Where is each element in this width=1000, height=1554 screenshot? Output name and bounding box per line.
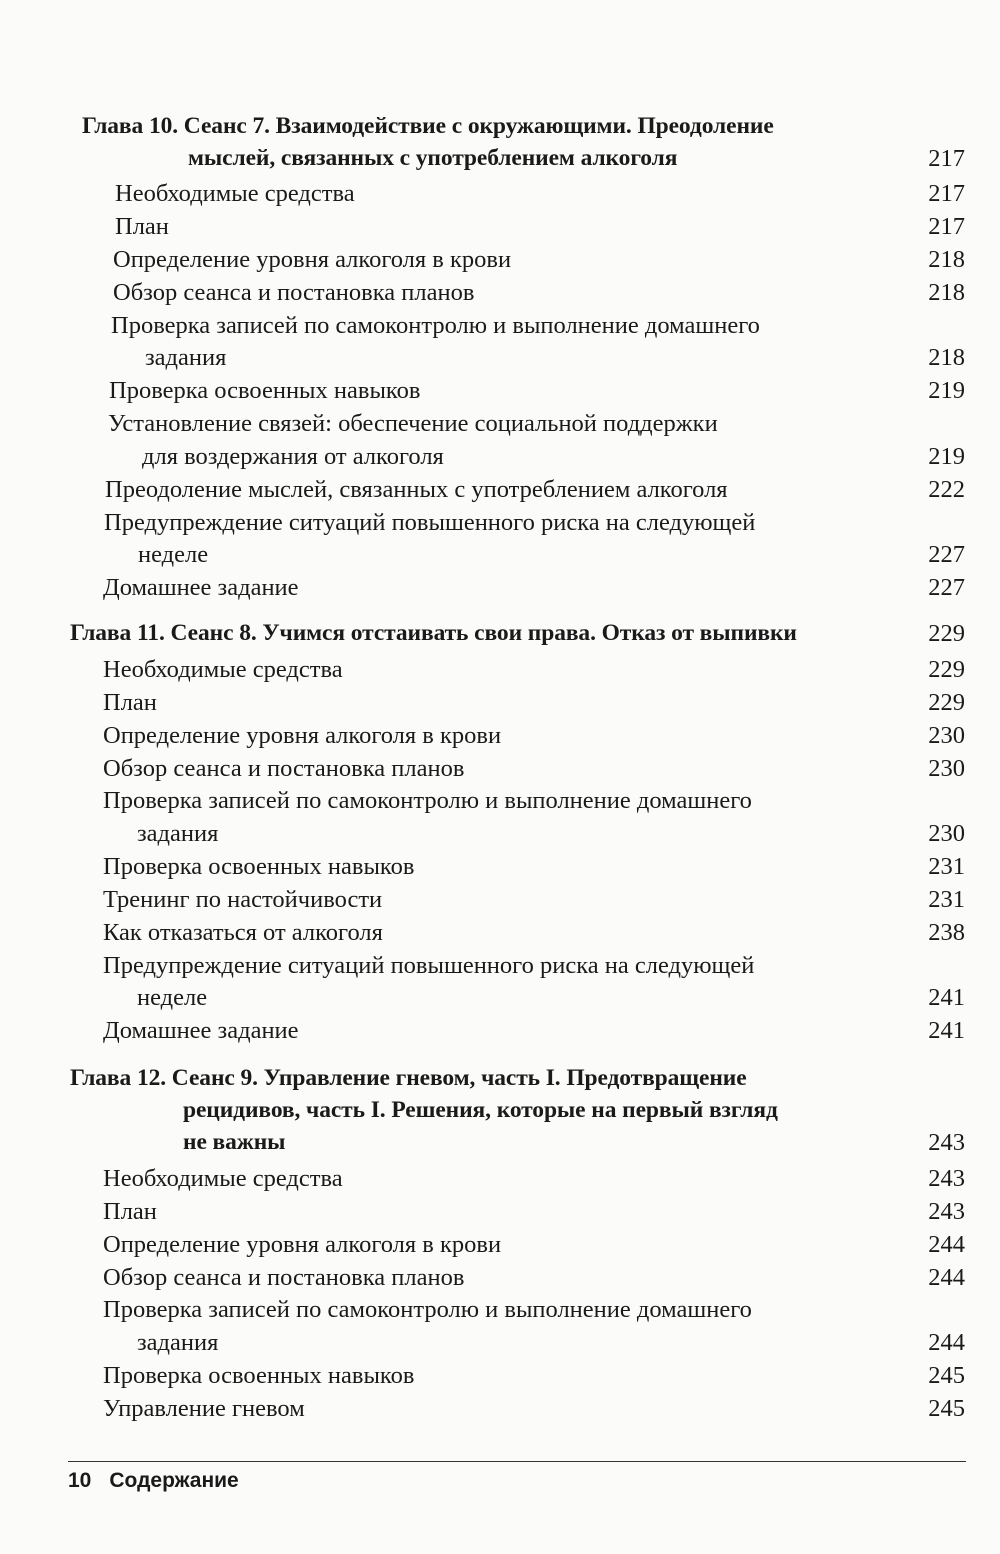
toc-entry: План	[103, 1198, 157, 1225]
toc-entry-page: 241	[928, 984, 965, 1011]
toc-entry: Обзор сеанса и постановка планов	[103, 755, 465, 782]
footer-divider	[68, 1461, 966, 1462]
toc-entry-page: 230	[928, 820, 965, 847]
toc-entry-page: 241	[928, 1017, 965, 1044]
chapter-10-title-line-2: мыслей, связанных с употреблением алкоголя	[188, 145, 678, 171]
toc-entry: Предупреждение ситуаций повышенного риска на следующей	[104, 509, 756, 536]
toc-entry: План	[115, 213, 169, 240]
toc-entry: Проверка записей по самоконтролю и выполнение домашнего	[111, 312, 760, 339]
toc-entry: Проверка освоенных навыков	[103, 1362, 415, 1389]
toc-entry-page: 218	[928, 344, 965, 371]
toc-entry: Проверка освоенных навыков	[109, 377, 421, 404]
toc-entry: План	[103, 689, 157, 716]
toc-entry: Необходимые средства	[103, 656, 343, 683]
toc-entry: Проверка освоенных навыков	[103, 853, 415, 880]
toc-entry-page: 243	[928, 1165, 965, 1192]
toc-entry-page: 227	[928, 541, 965, 568]
toc-entry-page: 244	[928, 1231, 965, 1258]
chapter-10-page: 217	[928, 145, 965, 172]
chapter-11-page: 229	[928, 620, 965, 647]
chapter-12-page: 243	[928, 1129, 965, 1156]
toc-entry-page: 244	[928, 1329, 965, 1356]
toc-entry: Предупреждение ситуаций повышенного риска на следующей	[103, 952, 755, 979]
toc-entry-page: 243	[928, 1198, 965, 1225]
toc-entry-page: 244	[928, 1264, 965, 1291]
toc-entry-continuation: для воздержания от алкоголя	[142, 443, 444, 470]
toc-entry-page: 217	[928, 180, 965, 207]
toc-entry-page: 219	[928, 443, 965, 470]
toc-entry: Проверка записей по самоконтролю и выполнение домашнего	[103, 787, 752, 814]
toc-entry-page: 231	[928, 886, 965, 913]
toc-entry-continuation: задания	[137, 1329, 219, 1356]
toc-entry-page: 231	[928, 853, 965, 880]
toc-entry-continuation: неделе	[138, 541, 209, 568]
toc-entry-continuation: задания	[145, 344, 227, 371]
chapter-12-title-line-1: Глава 12. Сеанс 9. Управление гневом, часть I. Предотвращение	[70, 1065, 747, 1091]
page-number: 10	[68, 1469, 92, 1492]
toc-entry: Определение уровня алкоголя в крови	[103, 722, 502, 749]
toc-entry-page: 218	[928, 279, 965, 306]
toc-entry: Обзор сеанса и постановка планов	[113, 279, 475, 306]
page-footer	[68, 1466, 239, 1496]
toc-entry-page: 217	[928, 213, 965, 240]
toc-entry-continuation: неделе	[137, 984, 208, 1011]
toc-entry-page: 230	[928, 722, 965, 749]
chapter-10-title-line-1: Глава 10. Сеанс 7. Взаимодействие с окружающими. Преодоление	[82, 113, 774, 139]
toc-entry: Проверка записей по самоконтролю и выполнение домашнего	[103, 1296, 752, 1323]
toc-entry-page: 219	[928, 377, 965, 404]
toc-entry-page: 229	[928, 689, 965, 716]
toc-entry: Обзор сеанса и постановка планов	[103, 1264, 465, 1291]
toc-entry: Необходимые средства	[103, 1165, 343, 1192]
toc-entry: Как отказаться от алкоголя	[103, 919, 383, 946]
toc-entry-page: 230	[928, 755, 965, 782]
toc-entry: Установление связей: обеспечение социальной поддержки	[108, 410, 718, 437]
chapter-11-title-line-1: Глава 11. Сеанс 8. Учимся отстаивать свои права. Отказ от выпивки	[70, 620, 797, 646]
toc-entry: Определение уровня алкоголя в крови	[103, 1231, 502, 1258]
toc-entry-page: 229	[928, 656, 965, 683]
toc-entry-page: 227	[928, 574, 965, 601]
toc-entry-page: 245	[928, 1395, 965, 1422]
chapter-12-title-line-2: рецидивов, часть I. Решения, которые на первый взгляд	[183, 1097, 778, 1123]
running-head: Содержание	[109, 1469, 239, 1492]
toc-entry: Определение уровня алкоголя в крови	[113, 246, 512, 273]
toc-entry-page: 238	[928, 919, 965, 946]
toc-entry-page: 222	[928, 476, 965, 503]
toc-entry-continuation: задания	[137, 820, 219, 847]
toc-entry-page: 218	[928, 246, 965, 273]
toc-entry: Тренинг по настойчивости	[103, 886, 383, 913]
toc-entry: Необходимые средства	[115, 180, 355, 207]
toc-entry: Домашнее задание	[103, 574, 299, 601]
toc-entry-page: 245	[928, 1362, 965, 1389]
chapter-12-title-line-3: не важны	[183, 1129, 286, 1155]
toc-entry: Преодоление мыслей, связанных с употреблением алкоголя	[105, 476, 728, 503]
toc-entry: Домашнее задание	[103, 1017, 299, 1044]
toc-entry: Управление гневом	[103, 1395, 305, 1422]
